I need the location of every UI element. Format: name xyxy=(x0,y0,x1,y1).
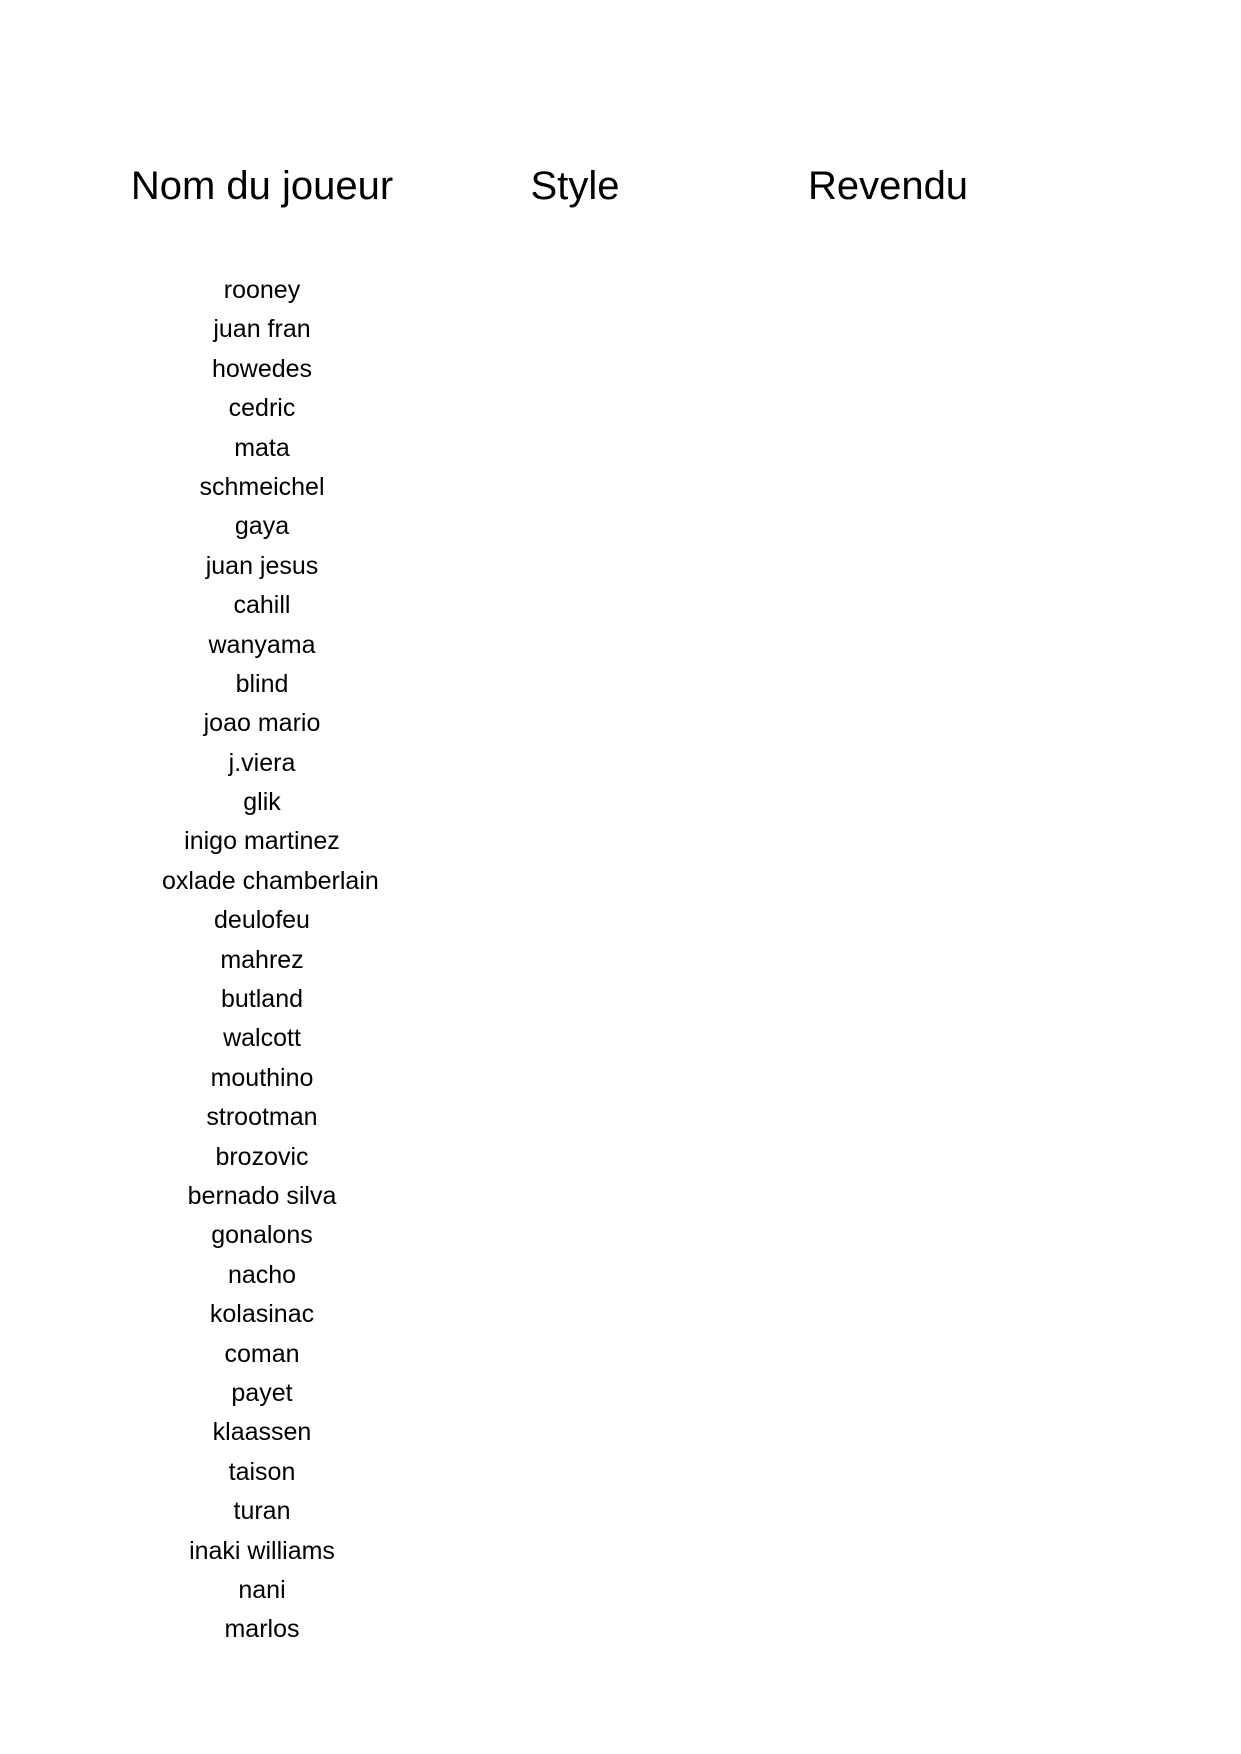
player-name: cedric xyxy=(228,394,296,423)
player-name: taison xyxy=(228,1457,296,1486)
player-name: cahill xyxy=(233,591,291,620)
player-name: nani xyxy=(238,1575,286,1604)
player-name: butland xyxy=(220,985,304,1014)
player-name: juan jesus xyxy=(205,551,319,580)
player-name: bernado silva xyxy=(187,1181,337,1210)
header-resold: Revendu xyxy=(807,164,969,208)
player-name: howedes xyxy=(211,354,313,383)
header-player-name: Nom du joueur xyxy=(130,164,394,208)
player-name: inaki williams xyxy=(189,1536,335,1565)
player-name: klaassen xyxy=(212,1418,312,1447)
player-list xyxy=(162,271,379,1650)
header-style: Style xyxy=(530,164,620,208)
player-name: mahrez xyxy=(220,945,304,974)
player-name: j.viera xyxy=(228,748,296,777)
player-name: payet xyxy=(231,1378,293,1407)
player-name: coman xyxy=(224,1339,300,1368)
player-name: brozovic xyxy=(215,1142,309,1171)
player-name: turan xyxy=(233,1497,291,1526)
player-name: rooney xyxy=(223,276,301,304)
player-name: mata xyxy=(234,433,290,462)
player-name: deulofeu xyxy=(214,906,310,935)
player-name: gaya xyxy=(234,512,290,541)
player-name: juan fran xyxy=(213,315,311,344)
player-name: oxlade chamberlain xyxy=(162,866,379,895)
player-name: joao mario xyxy=(203,709,321,738)
player-name: wanyama xyxy=(208,630,316,659)
player-name: gonalons xyxy=(211,1221,313,1250)
player-name: glik xyxy=(243,788,281,817)
player-name: nacho xyxy=(227,1260,297,1289)
player-name: mouthino xyxy=(210,1063,314,1092)
player-name: schmeichel xyxy=(199,472,325,501)
player-name: walcott xyxy=(223,1024,301,1053)
player-name: blind xyxy=(235,669,289,698)
player-name: marlos xyxy=(224,1615,300,1644)
player-name: strootman xyxy=(206,1103,318,1132)
player-name: kolasinac xyxy=(209,1300,315,1329)
player-name: inigo martinez xyxy=(184,827,340,856)
